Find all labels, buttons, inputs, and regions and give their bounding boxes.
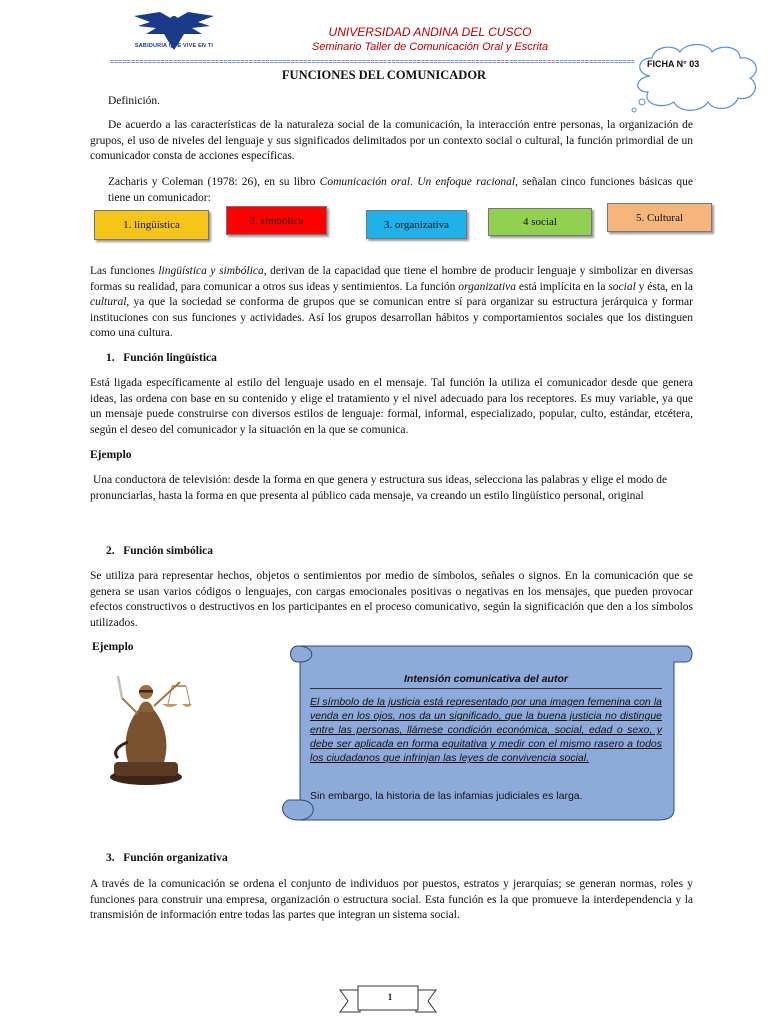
scroll-quote: El símbolo de la justicia está representado por una imagen femenina con la venda en los ojos, nos da un significado, que la buena justicia no distingue entre las personas, llámese condición económica, social, edad o sexo, y debe ser aplicada en forma equitativa y medir con el mismo rasero a todos los ciudadanos que infrinjan las leyes de convivencia social.: [310, 696, 662, 764]
fp-text-2: , derivan de la capacidad que tiene el hombre de producir lenguaje y simbolizar en diversas formas su realidad, para comunicar a otros sus ideas y sentimientos. La función: [90, 265, 693, 293]
section3-heading: [106, 852, 228, 864]
fp-text-4: y ésta, en la: [635, 280, 693, 293]
section1-body: Está ligada específicamente al estilo del lenguaje usado en el mensaje. Tal función la utiliza el comunicador desde que genera ideas, las ordena con base en su contenido y elige el tratamiento y el nivel adecuado para los receptores. Es muy variable, ya que un mensaje puede construirse con diversos estilos de lenguaje: formal, informal, especializado, popular, culto, estándar, etcétera, según el deseo del comunicador y la situación en la que se comunica.: [90, 377, 693, 436]
page-title: FUNCIONES DEL COMUNICADOR: [281, 68, 487, 82]
fp-text-1: Las funciones: [90, 265, 159, 277]
function-box-organizativa: 3. organizativa: [366, 210, 467, 239]
fp-italic-4: cultural: [90, 296, 127, 308]
section1-example: Una conductora de televisión: desde la forma en que genera y estructura sus ideas, selecciona las palabras y elige el modo de pronunciarlas, hasta la forma en que presenta al público cada mensaje, va creando un estilo lingüístico personal, original: [90, 474, 668, 502]
ficha-label: FICHA N° 03: [647, 59, 700, 69]
section1-example-label: Ejemplo: [90, 449, 132, 461]
scroll-closing: Sin embargo, la historia de las infamias judiciales es larga.: [310, 790, 583, 802]
section3-number: 3.: [106, 852, 115, 864]
fp-italic-2: organizativa: [458, 280, 516, 293]
book-title: Comunicación oral. Un enfoque racional: [319, 176, 516, 188]
logo-caption: SABIDURIA QUE VIVE EN TI: [134, 43, 214, 49]
section2-number: 2.: [106, 545, 115, 557]
fp-text-3: está implícita en la: [516, 280, 609, 293]
function-box-social: 4 social: [488, 208, 592, 236]
section2-body: Se utiliza para representar hechos, objetos o sentimientos por medio de símbolos, señales o signos. En la comunicación que se genera se usan varios códigos o lenguajes, con cargas emocionales positivas o negativas en los mensajes, que pueden provocar efectos constructivos o destructivos en los participantes en el proceso comunicativo, según la significación que den a los símbolos utilizados.: [90, 570, 693, 629]
scroll-title: Intensión comunicativa del autor: [404, 673, 568, 685]
section2-heading: [106, 545, 213, 557]
function-box-linguistica: 1. lingüística: [94, 210, 209, 240]
function-box-cultural: 5. Cultural: [607, 203, 712, 232]
intro-paragraph: De acuerdo a las características de la naturaleza social de la comunicación, la interacción entre personas, la organización de grupos, el uso de niveles del lenguaje y sus significados delimitados por un contexto social o cultural, la función primordial de un comunicador consta de acciones específicas.: [90, 119, 693, 162]
seminar-name: Seminario Taller de Comunicación Oral y Escrita: [311, 41, 549, 53]
section1-title: Función lingüística: [123, 352, 217, 364]
fp-italic-3: social: [608, 280, 636, 293]
scroll-divider: [310, 688, 662, 689]
section3-body: A través de la comunicación se ordena el conjunto de individuos por puestos, estratos y jerarquías; se generan normas, roles y funciones para construir una empresa, organización o estructura social. Esta función es la que promueve la interdependencia y la transmisión de información entre todas las partes que integran un sistema social.: [90, 878, 693, 921]
section3-title: Función organizativa: [123, 852, 228, 864]
eagle-logo-icon: [130, 10, 218, 60]
justice-statue-image: [98, 662, 193, 787]
section1-number: 1.: [106, 352, 115, 364]
page-number: 1: [387, 992, 393, 1002]
zacharis-post: , señalan cinco funciones básicas que tiene un comunicador:: [108, 176, 693, 204]
zacharis-paragraph: [108, 175, 693, 206]
section1-heading: [106, 352, 217, 364]
fp-italic-1: lingüística y simbólica: [158, 265, 264, 277]
section2-title: Función simbólica: [123, 545, 214, 557]
zacharis-pre: Zacharis y Coleman (1978: 26), en su libro: [108, 176, 320, 188]
function-box-simbolica: 2. simbólica: [226, 206, 327, 235]
definition-label: Definición.: [108, 95, 161, 107]
header-rule: =============================================================================================================================: [110, 59, 636, 67]
university-name: UNIVERSIDAD ANDINA DEL CUSCO: [328, 25, 532, 39]
section2-example-label: Ejemplo: [92, 641, 134, 653]
fp-text-5: , ya que la sociedad se conforma de grupos que se comunican entre sí para organizar su estructura jerárquica y formar instituciones con sus funciones y actividades. Así los grupos desarrollan hábitos y comportamientos sociales que los distinguen como una cultura.: [90, 296, 693, 339]
functions-paragraph: [90, 264, 693, 342]
